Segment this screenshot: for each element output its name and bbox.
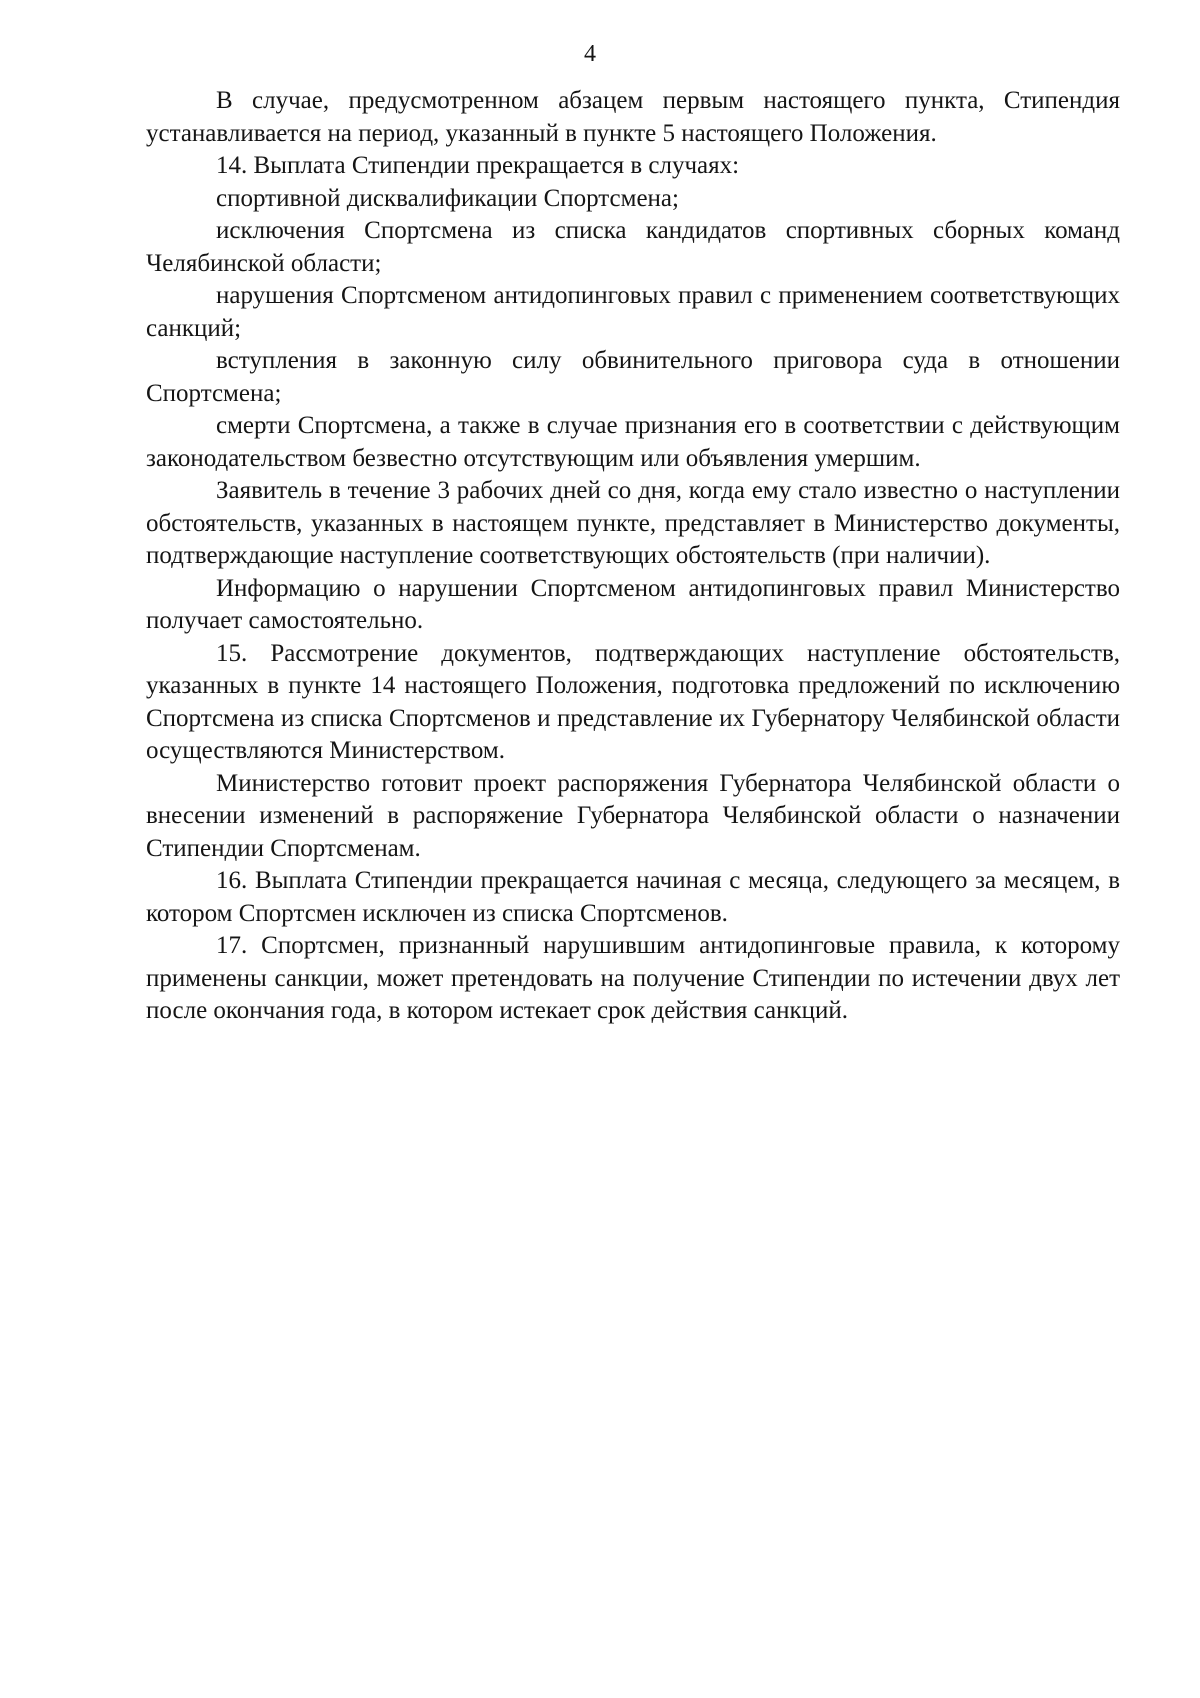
paragraph-antidoping-violation: нарушения Спортсменом антидопинговых правил с применением соответствующих санкций; (146, 282, 1120, 342)
paragraph-death-or-missing: смерти Спортсмена, а также в случае признания его в соответствии с действующим законодательством безвестно отсутствующим или объявления умершим. (146, 412, 1120, 472)
paragraph-disqualification: спортивной дисквалификации Спортсмена; (216, 184, 679, 212)
paragraph-exclusion-from-list: исключения Спортсмена из списка кандидатов спортивных сборных команд Челябинской области; (146, 217, 1120, 277)
paragraph-ministry-draft-order: Министерство готовит проект распоряжения Губернатора Челябинской области о внесении изменений в распоряжение Губернатора Челябинской области о назначении Стипендии Спортсменам. (146, 769, 1120, 862)
paragraph-stipend-period: В случае, предусмотренном абзацем первым настоящего пункта, Стипендия устанавливается на период, указанный в пункте 5 настоящего Положения. (146, 87, 1120, 147)
document-body (146, 85, 1120, 1028)
paragraph-item-15: 15. Рассмотрение документов, подтверждающих наступление обстоятельств, указанных в пункте 14 настоящего Положения, подготовка предложений по исключению Спортсмена из списка Спортсменов и представление их Губернатору Челябинской области осуществляются Министерством. (146, 639, 1120, 764)
paragraph-item-14-heading: 14. Выплата Стипендии прекращается в случаях: (216, 152, 740, 179)
paragraph-item-17: 17. Спортсмен, признанный нарушившим антидопинговые правила, к которому применены санкции, может претендовать на получение Стипендии по истечении двух лет после окончания года, в котором истекает срок действия санкций. (146, 932, 1120, 1024)
paragraph-applicant-duty: Заявитель в течение 3 рабочих дней со дня, когда ему стало известно о наступлении обстоятельств, указанных в настоящем пункте, представляет в Министерство документы, подтверждающие наступление соответствующих обстоятельств (при наличии). (146, 477, 1120, 569)
paragraph-ministry-info: Информацию о нарушении Спортсменом антидопинговых правил Министерство получает самостоятельно. (146, 574, 1120, 634)
page-number: 4 (584, 41, 596, 67)
paragraph-court-verdict: вступления в законную силу обвинительного приговора суда в отношении Спортсмена; (146, 347, 1120, 407)
paragraph-item-16: 16. Выплата Стипендии прекращается начиная с месяца, следующего за месяцем, в котором Спортсмен исключен из списка Спортсменов. (146, 867, 1120, 927)
